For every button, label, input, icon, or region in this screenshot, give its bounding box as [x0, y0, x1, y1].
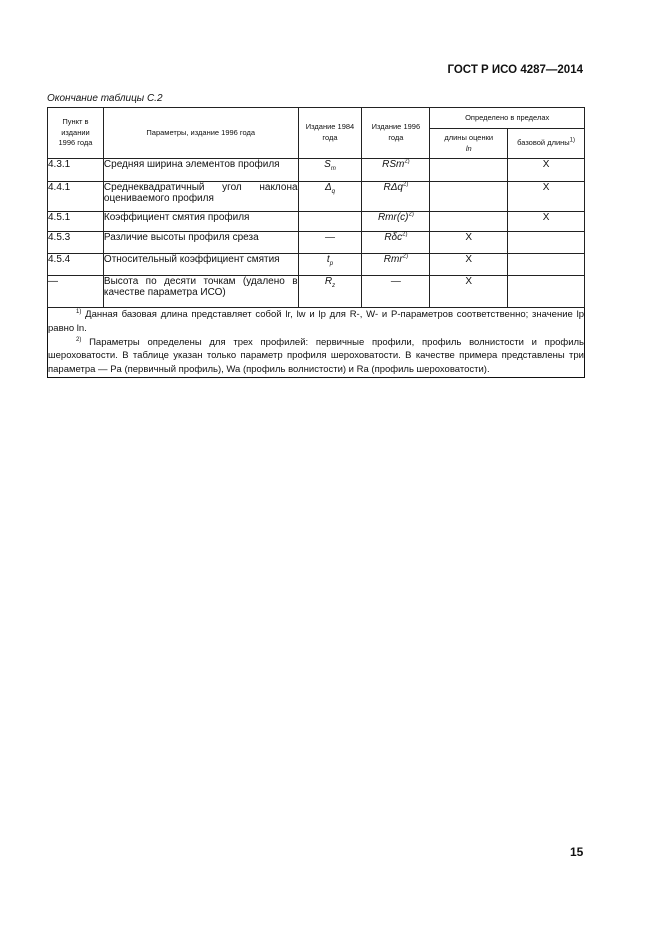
- table-row: [48, 159, 585, 182]
- page-number: 15: [570, 845, 584, 859]
- symbol-main: Δ: [324, 182, 332, 193]
- symbol-main: —: [390, 276, 401, 287]
- evaluation-length-mark: [430, 159, 508, 182]
- table-row: [48, 212, 585, 232]
- footnote-1-mark: 1): [76, 308, 82, 315]
- evaluation-length-mark: X: [430, 254, 508, 276]
- header-base-length: [508, 129, 585, 159]
- table-row: [48, 182, 585, 212]
- header-edition-1984: Издание 1984 года: [298, 108, 362, 159]
- header-params: Параметры, издание 1996 года: [103, 108, 298, 159]
- header-base-length-footnote: 1): [569, 137, 576, 144]
- symbol-main: Rmr(c): [377, 212, 409, 223]
- item-number: 4.5.3: [48, 232, 104, 254]
- table-row: [48, 232, 585, 254]
- evaluation-length-mark: X: [430, 276, 508, 308]
- edition-1996-symbol: [362, 182, 430, 212]
- symbol-main: —: [324, 232, 335, 243]
- edition-1984-symbol: [298, 232, 362, 254]
- symbol-main: Rmr: [383, 254, 403, 265]
- edition-1984-symbol: [298, 254, 362, 276]
- edition-1996-symbol: [362, 276, 430, 308]
- base-length-mark: [508, 254, 585, 276]
- edition-1996-symbol: [362, 254, 430, 276]
- header-evaluation-length-symbol: ln: [465, 143, 472, 153]
- footnote-2-text: Параметры определены для трех профилей: первичные профили, профиль волнистости и профиль шероховатости. В таблице указан только параметр профиля шероховатости. В качестве примера представлены три параметра — Pa (первичный профиль), Wa (профиль волнистости) и Ra (профиль шероховатости).: [48, 336, 584, 376]
- symbol-subscript: z: [332, 283, 336, 289]
- table-row: [48, 254, 585, 276]
- symbol-main: RSm: [382, 159, 405, 170]
- footnotes: [48, 308, 585, 378]
- header-defined-within: Определено в пределах: [430, 108, 585, 129]
- symbol-subscript: m: [330, 166, 336, 172]
- symbol-main: S: [324, 159, 331, 170]
- item-number: 4.5.4: [48, 254, 104, 276]
- footnotes-row: [48, 308, 585, 378]
- item-number: 4.4.1: [48, 182, 104, 212]
- symbol-footnote: 2): [402, 231, 408, 238]
- symbol-footnote: 2): [402, 181, 409, 188]
- parameter-name: Высота по десяти точкам (удалено в качестве параметра ИСО): [103, 276, 298, 308]
- symbol-footnote: 2): [402, 253, 408, 260]
- item-number: 4.3.1: [48, 159, 104, 182]
- base-length-mark: [508, 276, 585, 308]
- evaluation-length-mark: X: [430, 232, 508, 254]
- evaluation-length-mark: [430, 182, 508, 212]
- header-item: Пункт в издании 1996 года: [48, 108, 104, 159]
- footnote-2: [48, 336, 584, 377]
- parameter-name: Коэффициент смятия профиля: [103, 212, 298, 232]
- parameter-name: Среднеквадратичный угол наклона оцениваемого профиля: [103, 182, 298, 212]
- table-row: [48, 276, 585, 308]
- base-length-mark: X: [508, 212, 585, 232]
- edition-1984-symbol: [298, 159, 362, 182]
- header-evaluation-length: [430, 129, 508, 159]
- base-length-mark: X: [508, 159, 585, 182]
- symbol-main: t: [326, 254, 330, 265]
- symbol-main: RΔq: [383, 182, 403, 193]
- evaluation-length-mark: [430, 212, 508, 232]
- document-code: ГОСТ Р ИСО 4287—2014: [447, 64, 583, 76]
- base-length-mark: X: [508, 182, 585, 212]
- edition-1984-symbol: [298, 276, 362, 308]
- table-caption: Окончание таблицы С.2: [47, 93, 163, 104]
- header-edition-1996: Издание 1996 года: [362, 108, 430, 159]
- item-number: —: [48, 276, 104, 308]
- parameter-name: Различие высоты профиля среза: [103, 232, 298, 254]
- edition-1996-symbol: [362, 212, 430, 232]
- table-header-row: [48, 108, 585, 129]
- symbol-main: Rδc: [384, 232, 403, 243]
- base-length-mark: [508, 232, 585, 254]
- footnote-1: [48, 308, 584, 336]
- symbol-main: R: [324, 276, 333, 287]
- footnote-2-mark: 2): [76, 336, 82, 343]
- parameter-name: Относительный коэффициент смятия: [103, 254, 298, 276]
- parameters-table: [47, 107, 585, 378]
- header-evaluation-length-label: длины оценки: [444, 132, 494, 142]
- edition-1984-symbol: [298, 182, 362, 212]
- symbol-footnote: 2): [404, 158, 410, 165]
- parameter-name: Средняя ширина элементов профиля: [103, 159, 298, 182]
- edition-1996-symbol: [362, 232, 430, 254]
- symbol-subscript: p: [329, 261, 334, 267]
- edition-1996-symbol: [362, 159, 430, 182]
- header-base-length-label: базовой длины: [517, 138, 570, 148]
- symbol-subscript: q: [331, 189, 336, 195]
- item-number: 4.5.1: [48, 212, 104, 232]
- footnote-1-text: Данная базовая длина представляет собой lr, lw и lp для R-, W- и P-параметров соответственно; значение lp равно ln.: [48, 309, 585, 334]
- edition-1984-symbol: [298, 212, 362, 232]
- symbol-footnote: 2): [408, 211, 414, 218]
